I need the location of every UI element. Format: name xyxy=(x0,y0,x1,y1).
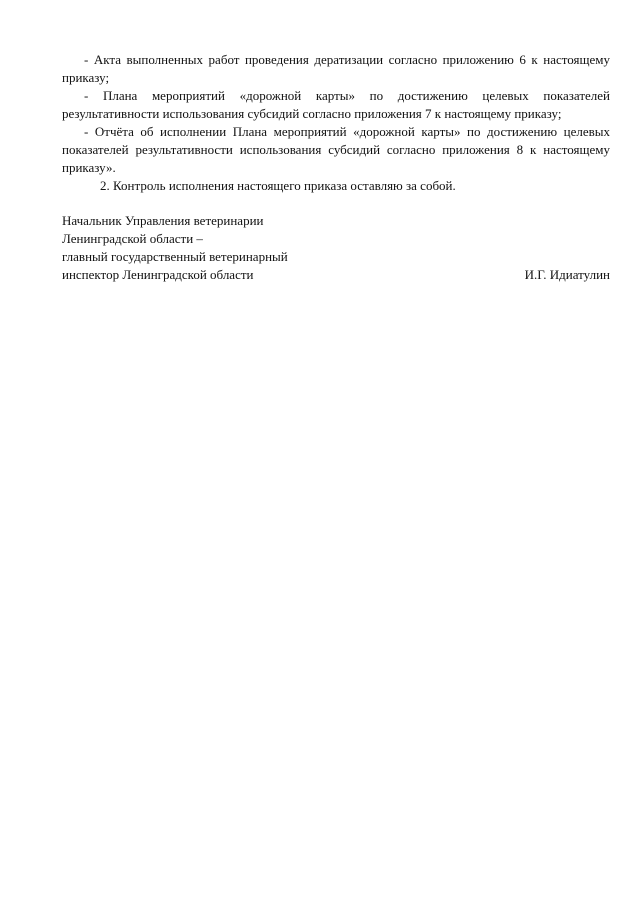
signature-last-row xyxy=(62,266,610,284)
paragraph-control: 2. Контроль исполнения настоящего приказа оставляю за собой. xyxy=(100,178,456,193)
signatory-name: И.Г. Идиатулин xyxy=(524,267,610,282)
paragraph-report: - Отчёта об исполнении Плана мероприятий «дорожной карты» по достижению целевых показателей результативности использования субсидий согласно приложения 8 к настоящему приказу». xyxy=(62,124,610,175)
signature-title-line-2: Ленинградской области – xyxy=(62,231,203,246)
paragraph-plan: - Плана мероприятий «дорожной карты» по достижению целевых показателей результативности использования субсидий согласно приложения 7 к настоящему приказу; xyxy=(62,88,610,121)
paragraph-act: - Акта выполненных работ проведения дератизации согласно приложению 6 к настоящему приказу; xyxy=(62,52,610,85)
signature-title-line-4: инспектор Ленинградской области xyxy=(62,267,254,282)
signature-block xyxy=(62,212,610,284)
signature-title-line-3: главный государственный ветеринарный xyxy=(62,249,288,264)
document-body xyxy=(62,51,610,195)
signature-title-line-1: Начальник Управления ветеринарии xyxy=(62,213,264,228)
